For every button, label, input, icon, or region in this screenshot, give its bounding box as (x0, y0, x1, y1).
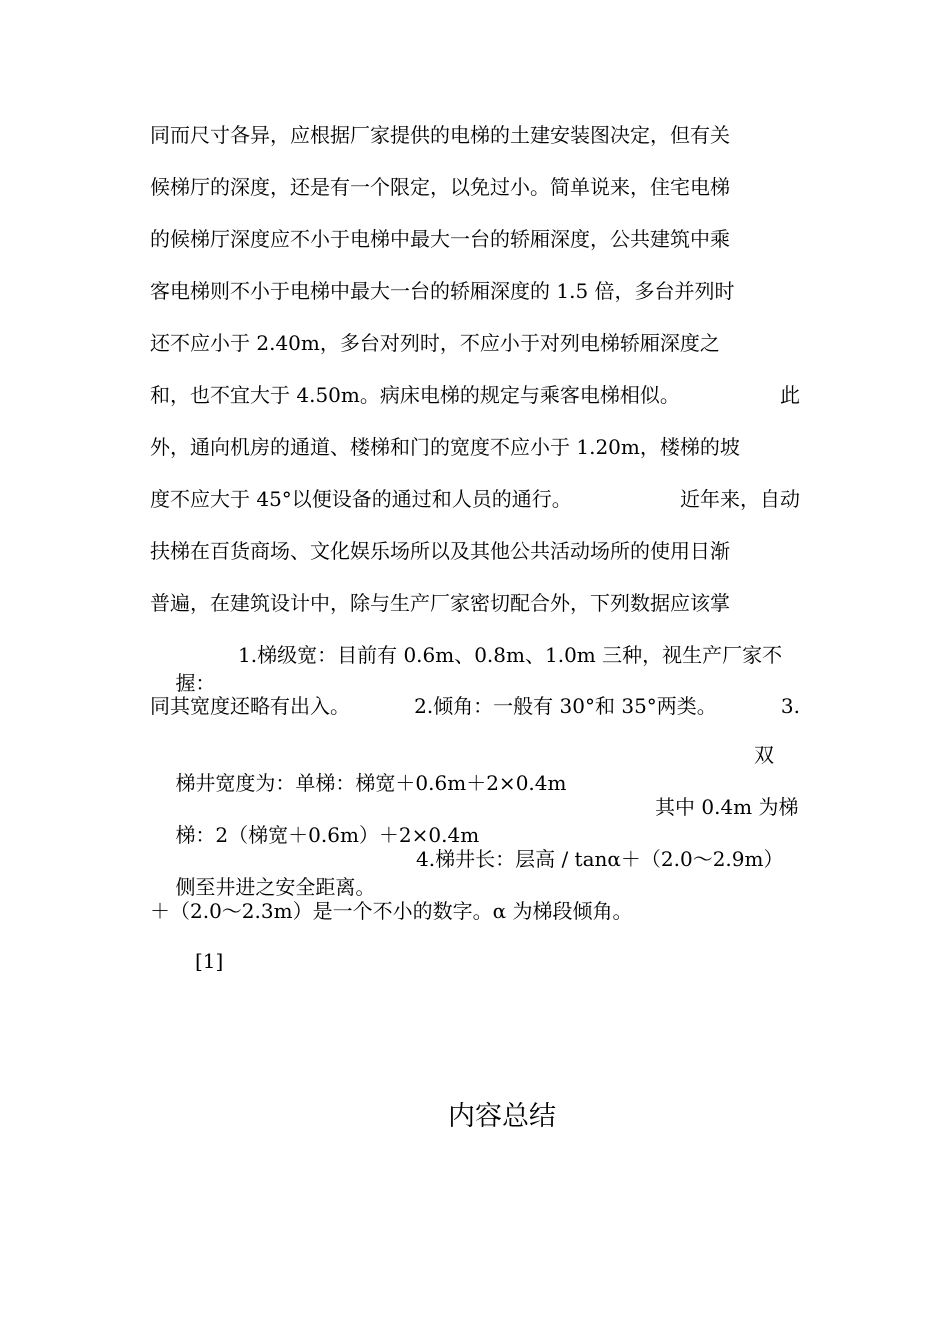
body-line-6 (150, 381, 800, 409)
body-line-6-tail: 此 (780, 383, 800, 407)
body-line-13-text: 梯井宽度为：单梯：梯宽＋0.6m＋2×0.4m (175, 771, 567, 795)
body-line-5: 还不应小于 2.40m，多台对列时，不应小于对列电梯轿厢深度之 (150, 331, 720, 355)
body-line-12-a: 同其宽度还略有出入。 (150, 694, 350, 718)
body-line-14-text: 梯：2（梯宽＋0.6m）＋2×0.4m (175, 823, 480, 847)
body-line-3: 的候梯厅深度应不小于电梯中最大一台的轿厢深度，公共建筑中乘 (150, 227, 730, 251)
body-line-12-b: 2.倾角：一般有 30°和 35°两类。 (414, 694, 717, 718)
body-line-11-text: 1.梯级宽：目前有 0.6m、0.8m、1.0m 三种，视生产厂家不 (238, 643, 783, 667)
body-line-1: 同而尺寸各异，应根据厂家提供的电梯的土建安装图决定，但有关 (150, 123, 730, 147)
body-line-12-c: 3. (780, 694, 800, 718)
body-line-8-text: 度不应大于 45°以便设备的通过和人员的通行。 (150, 487, 572, 511)
section-title: 内容总结 (448, 1101, 556, 1132)
body-line-14-tail: 其中 0.4m 为梯 (655, 795, 799, 819)
body-line-8-tail: 近年来，自动 (680, 487, 800, 511)
body-line-9: 扶梯在百货商场、文化娱乐场所以及其他公共活动场所的使用日渐 (150, 539, 730, 563)
body-line-10: 普遍，在建筑设计中，除与生产厂家密切配合外，下列数据应该掌 (150, 591, 730, 615)
body-line-4: 客电梯则不小于电梯中最大一台的轿厢深度的 1.5 倍，多台并列时 (150, 279, 735, 303)
body-line-16: ＋（2.0～2.3m）是一个不小的数字。α 为梯段倾角。 (150, 899, 633, 923)
body-line-12 (150, 692, 800, 720)
body-line-6-text: 和，也不宜大于 4.50m。病床电梯的规定与乘客电梯相似。 (150, 383, 680, 407)
reference-marker: [1] (195, 949, 224, 973)
body-line-7: 外，通向机房的通道、楼梯和门的宽度不应小于 1.20m，楼梯的坡 (150, 435, 740, 459)
body-line-2: 候梯厅的深度，还是有一个限定，以免过小。简单说来，住宅电梯 (150, 175, 730, 199)
body-line-8 (150, 485, 800, 513)
body-line-13-tail: 双 (754, 743, 774, 767)
body-line-15-text: 侧至井进之安全距离。 (175, 875, 376, 899)
body-line-11-head: 握： (175, 671, 216, 695)
body-line-15-tail: 4.梯井长：层高 / tanα＋（2.0～2.9m） (416, 847, 784, 871)
